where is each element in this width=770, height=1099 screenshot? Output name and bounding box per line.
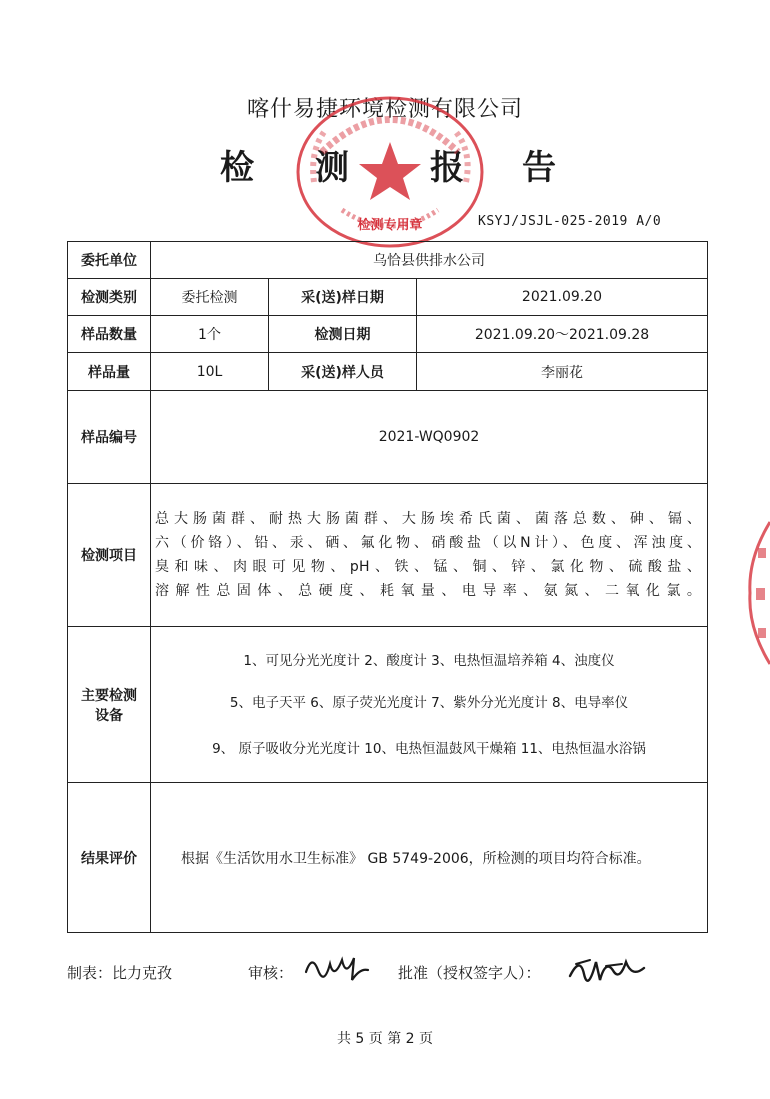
report-table bbox=[67, 241, 708, 933]
reviewer-signature-icon bbox=[302, 950, 372, 986]
table-row bbox=[68, 484, 708, 627]
table-row bbox=[68, 783, 708, 933]
table-row bbox=[68, 391, 708, 484]
company-name: 喀什易捷环境检测有限公司 bbox=[246, 97, 523, 122]
equipment-line: 1、可见分光光度计 2、酸度计 3、电热恒温培养箱 4、浊度仪 bbox=[243, 652, 615, 669]
title-char-1: 检 bbox=[220, 148, 254, 188]
sample-count-value: 1个 bbox=[151, 316, 269, 353]
test-type-value: 委托检测 bbox=[151, 279, 269, 316]
prepared-by: 制表：比力克孜 bbox=[67, 964, 173, 982]
sampler-value: 李丽花 bbox=[417, 353, 708, 391]
items-value bbox=[151, 484, 708, 627]
test-date-label: 检测日期 bbox=[269, 316, 417, 353]
table-row bbox=[68, 627, 708, 783]
edge-stamp-icon bbox=[744, 518, 770, 668]
sample-volume-value: 10L bbox=[151, 353, 269, 391]
sample-count-label: 样品数量 bbox=[68, 316, 151, 353]
client-value: 乌恰县供排水公司 bbox=[151, 242, 708, 279]
sample-volume-label: 样品量 bbox=[68, 353, 151, 391]
title-char-4: 告 bbox=[522, 148, 556, 188]
title-char-2: 测 bbox=[315, 148, 349, 188]
result-value: 根据《生活饮用水卫生标准》 GB 5749-2006，所检测的项目均符合标准。 bbox=[151, 783, 708, 933]
equipment-value bbox=[151, 627, 708, 783]
client-label: 委托单位 bbox=[68, 242, 151, 279]
test-type-label: 检测类别 bbox=[68, 279, 151, 316]
equipment-label-line: 设备 bbox=[95, 707, 123, 724]
sampling-date-label: 采(送)样日期 bbox=[269, 279, 417, 316]
sample-id-label: 样品编号 bbox=[68, 391, 151, 484]
reviewed-label: 审核： bbox=[248, 964, 294, 982]
items-line: 六（价铬）、铅、汞、硒、氟化物、硝酸盐（以N计）、色度、浑浊度、 bbox=[155, 535, 702, 551]
sampling-date-value: 2021.09.20 bbox=[417, 279, 708, 316]
official-seal-icon bbox=[292, 92, 488, 252]
title-char-3: 报 bbox=[430, 148, 464, 188]
result-label: 结果评价 bbox=[68, 783, 151, 933]
approver-signature-icon bbox=[566, 950, 648, 988]
table-row bbox=[68, 316, 708, 353]
test-date-value: 2021.09.20～2021.09.28 bbox=[417, 316, 708, 353]
items-line: 总大肠菌群、耐热大肠菌群、大肠埃希氏菌、菌落总数、砷、镉、 bbox=[155, 511, 702, 527]
items-label: 检测项目 bbox=[68, 484, 151, 627]
sampler-label: 采(送)样人员 bbox=[269, 353, 417, 391]
items-line: 臭和味、肉眼可见物、pH、铁、锰、铜、锌、氯化物、硫酸盐、 bbox=[155, 559, 702, 575]
sample-id-value: 2021-WQ0902 bbox=[151, 391, 708, 484]
equipment-label bbox=[68, 627, 151, 783]
equipment-line: 5、电子天平 6、原子荧光光度计 7、紫外分光光度计 8、电导率仪 bbox=[229, 694, 629, 711]
equipment-label-line: 主要检测 bbox=[81, 687, 137, 704]
items-line: 溶解性总固体、总硬度、耗氧量、电导率、氨氮、二氧化氯。 bbox=[155, 583, 702, 599]
table-row bbox=[68, 279, 708, 316]
equipment-line: 9、 原子吸收分光光度计 10、电热恒温鼓风干燥箱 11、电热恒温水浴锅 bbox=[212, 740, 646, 757]
approved-label: 批准（授权签字人）： bbox=[398, 964, 541, 982]
table-row bbox=[68, 242, 708, 279]
document-number: KSYJ/JSJL-025-2019 A/0 bbox=[478, 214, 662, 229]
seal-text: 检测专用章 bbox=[357, 218, 423, 233]
table-row bbox=[68, 353, 708, 391]
page-number: 共 5 页 第 2 页 bbox=[336, 1031, 434, 1047]
